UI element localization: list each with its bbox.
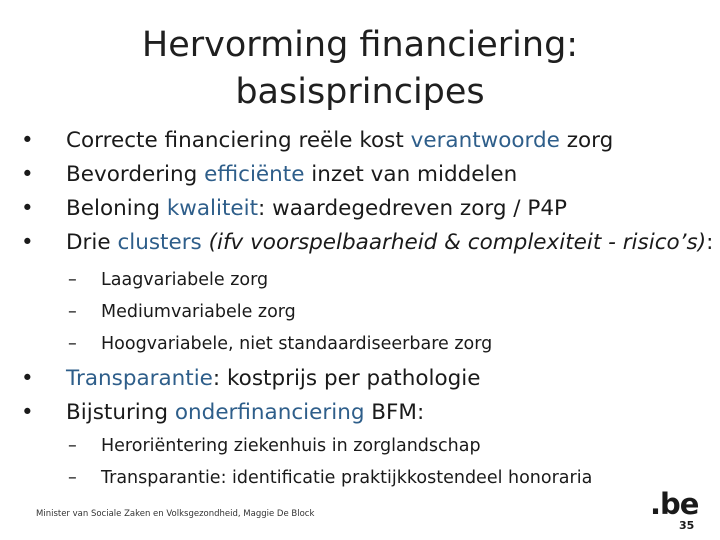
dash-marker: – [68,436,77,456]
sub-bullet-item [68,302,296,322]
bullet-text: inzet van middelen [304,162,518,187]
title-line-2: basisprincipes [235,72,485,112]
sub-bullet-text: Transparantie: identificatie praktijkkostendeel honoraria [101,468,593,488]
bullet-text: : kostprijs per pathologie [212,366,481,391]
bullet-item [21,128,614,153]
bullet-marker: • [21,162,34,187]
highlighted-text: verantwoorde [410,128,560,153]
bullet-item [21,400,425,425]
bullet-text: : waardegedreven zorg / P4P [258,196,567,221]
bullet-marker: • [21,128,34,153]
bullet-text: (ifv voorspelbaarheid & complexiteit - risico’s) [201,230,707,255]
sub-bullet-text: Heroriëntering ziekenhuis in zorglandschap [101,436,481,456]
bullet-marker: • [21,196,34,221]
highlighted-text: onderfinanciering [174,400,365,425]
title-line-1: Hervorming financiering: [141,25,579,65]
bullet-text: Correcte [66,128,165,153]
bullet-marker: • [21,400,34,425]
bullet-marker: • [21,230,34,255]
sub-bullet-text: Hoogvariabele, niet standaardiseerbare zorg [101,334,493,354]
bullet-text: Bijsturing [66,400,175,425]
sub-bullet-item [68,334,493,354]
dash-marker: – [68,302,77,322]
bullet-text: : [706,230,714,255]
bullet-item [21,196,567,221]
footer-text: Minister van Sociale Zaken en Volksgezondheid, Maggie De Block [36,509,315,519]
bullet-item [21,366,481,391]
slide-title [90,22,630,116]
sub-bullet-text: Laagvariabele zorg [101,270,269,290]
bullet-item [21,162,518,187]
sub-bullet-item [68,270,269,290]
bullet-marker: • [21,366,34,391]
sub-bullet-text: Mediumvariabele zorg [101,302,296,322]
highlighted-text: clusters [117,230,202,255]
be-logo: .be [650,487,699,521]
dash-marker: – [68,270,77,290]
dash-marker: – [68,334,77,354]
dash-marker: – [68,468,77,488]
page-number: 35 [679,519,695,532]
bullet-text: Bevordering [66,162,205,187]
sub-bullet-item [68,436,481,456]
bullet-text: Beloning [66,196,167,221]
bullet-text: BFM: [364,400,425,425]
bullet-text: zorg [559,128,614,153]
sub-bullet-item [68,468,593,488]
highlighted-text: efficiënte [204,162,305,187]
bullet-text: financiering reële kost [164,128,411,153]
highlighted-text: Transparantie [66,366,213,391]
bullet-item [21,230,714,255]
highlighted-text: kwaliteit [166,196,259,221]
bullet-text: Drie [66,230,118,255]
